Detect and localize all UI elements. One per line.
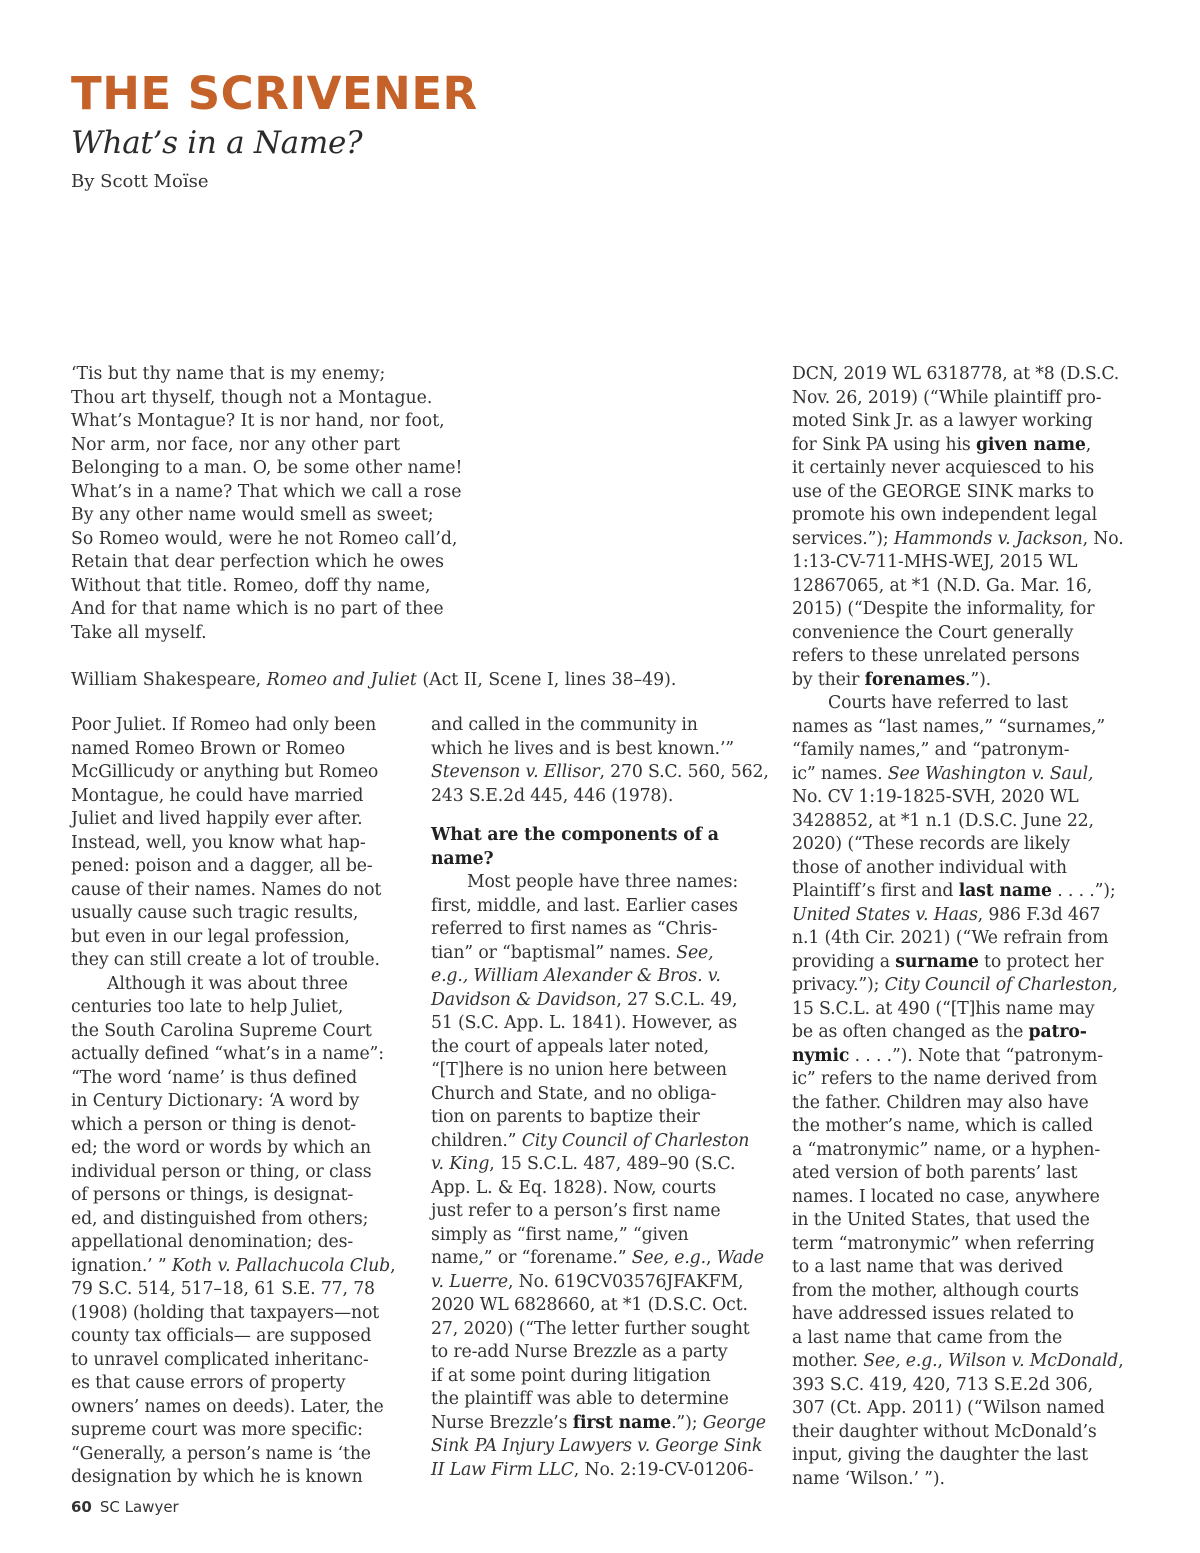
text-run: , 986 F.3d 467	[977, 904, 1101, 925]
paragraph	[431, 871, 776, 1482]
poem-line: ‘Tis but thy name that is my enemy;	[71, 364, 386, 384]
text-line: to a last name that was derived	[792, 1257, 1064, 1277]
signal: e.g.	[431, 966, 463, 986]
text-line	[431, 1435, 776, 1459]
case-name: Stevenson v. Ellisor	[431, 762, 600, 782]
case-name: City Council of Charleston	[521, 1130, 750, 1151]
heading-line: What are the components of a	[431, 825, 719, 845]
text-line: App. L. & Eq. 1828). Now, courts	[431, 1177, 717, 1198]
text-line	[792, 951, 1137, 975]
heading-line: name?	[431, 848, 494, 869]
text-run: children.”	[431, 1130, 522, 1151]
text-line	[431, 1247, 776, 1271]
text-line: convenience the Court generally	[792, 622, 1074, 643]
page-footer	[71, 1496, 179, 1518]
text-line: names. I located no case, anywhere	[792, 1186, 1100, 1207]
paragraph	[71, 714, 416, 973]
text-line: first, middle, and last. Earlier cases	[431, 895, 738, 916]
page-number: 60	[71, 1498, 92, 1516]
text-line: use of the GEORGE SINK marks to	[792, 481, 1094, 502]
publication-name: SC Lawyer	[99, 1498, 179, 1516]
paragraph	[792, 692, 1137, 1491]
text-line: ed, and distinguished from others;	[71, 1208, 369, 1229]
text-line	[431, 989, 776, 1013]
text-line	[792, 1350, 1137, 1374]
text-line: Most people have three names:	[467, 872, 738, 892]
text-line	[431, 1412, 776, 1436]
text-line: to re-add Nurse Brezzle as a party	[431, 1342, 728, 1362]
text-line: Although it was about three	[107, 973, 348, 994]
attribution-author: William Shakespeare,	[71, 670, 267, 690]
poem-line: What’s Montague? It is nor hand, nor foot,	[71, 411, 445, 431]
text-run: services.”);	[792, 528, 894, 549]
text-run: . . . .”);	[1051, 881, 1116, 901]
text-line: just refer to a person’s first name	[431, 1201, 721, 1221]
poem-line: Take all myself.	[71, 622, 207, 643]
text-run: , 270 S.C. 560, 562,	[599, 762, 769, 782]
text-line: 27, 2020) (“The letter further sought	[431, 1318, 750, 1339]
text-line: input, giving the daughter the last	[792, 1445, 1088, 1465]
text-line	[71, 1255, 416, 1279]
poem-attribution	[71, 668, 676, 692]
key-term: surname	[895, 951, 979, 972]
text-run: ,	[390, 1255, 396, 1276]
text-line: (1908) (holding that taxpayers—not	[71, 1302, 379, 1323]
text-run: , No. 619CV03576JFAKFM,	[507, 1271, 744, 1292]
text-run: tian” or “baptismal” names.	[431, 942, 677, 963]
text-line: the father. Children may also have	[792, 1092, 1089, 1113]
text-line: No. CV 1:19-1825-SVH, 2020 WL	[792, 787, 1079, 807]
poem-line: Nor arm, nor face, nor any other part	[71, 434, 401, 455]
text-line: 51 (S.C. App. L. 1841). However, as	[431, 1013, 738, 1033]
text-line: 2015) (“Despite the informality, for	[792, 599, 1095, 619]
signal: See,	[676, 942, 714, 963]
text-line: 15 S.C.L. at 490 (“[T]his name may	[792, 998, 1095, 1019]
text-line: simply as “first name,” “given	[431, 1224, 689, 1245]
case-name: , William Alexander & Bros. v.	[462, 966, 721, 986]
text-run: ,	[1085, 434, 1092, 455]
text-line	[792, 669, 1137, 693]
text-line: it certainly never acquiesced to his	[792, 458, 1095, 478]
text-line: individual person or thing, or class	[71, 1161, 372, 1182]
text-run: Plaintiff’s first and	[792, 881, 959, 901]
text-line: Poor Juliet. If Romeo had only been	[71, 715, 377, 735]
text-line: ated version of both parents’ last	[792, 1163, 1078, 1183]
text-run: .”).	[965, 669, 992, 690]
text-line: ic” refers to the name derived from	[792, 1069, 1098, 1089]
text-line: the South Carolina Supreme Court	[71, 1020, 372, 1041]
text-line: from the mother, although courts	[792, 1280, 1079, 1301]
text-line: pened: poison and a dagger, all be-	[71, 856, 373, 876]
text-line: designation by which he is known	[71, 1467, 363, 1487]
paragraph	[71, 973, 416, 1490]
body-column-1	[71, 714, 416, 1490]
text-line: actually defined “what’s in a name”:	[71, 1044, 384, 1064]
text-run: Nurse Brezzle’s	[431, 1412, 573, 1433]
text-run: to protect her	[978, 951, 1104, 972]
key-term: forenames	[864, 669, 966, 690]
text-run: , 27 S.C.L. 49,	[616, 989, 738, 1010]
text-line: name ‘Wilson.’ ”).	[792, 1468, 945, 1489]
text-line: McGillicudy or anything but Romeo	[71, 762, 379, 782]
text-run: privacy.”);	[792, 975, 885, 995]
text-line: 393 S.C. 419, 420, 713 S.E.2d 306,	[792, 1374, 1093, 1395]
text-line: a “matronymic” name, or a hyphen-	[792, 1139, 1101, 1160]
text-line: 1:13-CV-711-MHS-WEJ, 2015 WL	[792, 552, 1078, 572]
text-line: of persons or things, is designat-	[71, 1185, 354, 1205]
case-name: Sink PA Injury Lawyers v. George Sink	[431, 1436, 763, 1456]
text-run: ignation.’ ”	[71, 1255, 172, 1276]
text-line: those of another individual with	[792, 857, 1067, 878]
section-heading	[431, 824, 776, 871]
attribution-work: Romeo and Juliet	[266, 670, 417, 690]
poem-line: So Romeo would, were he not Romeo call’d,	[71, 528, 458, 549]
section-title: THE SCRIVENER	[71, 67, 478, 120]
text-line: and called in the community in	[431, 715, 698, 735]
text-line: centuries too late to help Juliet,	[71, 997, 344, 1017]
paragraph	[792, 363, 1137, 692]
text-line: “[T]here is no union here between	[431, 1060, 727, 1080]
text-line	[792, 904, 1137, 928]
text-line: Montague, he could have married	[71, 785, 364, 806]
text-run: . . . .”). Note that “patronym-	[849, 1045, 1103, 1066]
text-run: ,	[937, 1351, 949, 1371]
text-line	[792, 880, 1137, 904]
case-name: v. King	[431, 1154, 490, 1174]
text-line: in Century Dictionary: ‘A word by	[71, 1091, 360, 1111]
poem-line: Without that title. Romeo, doff thy name,	[71, 575, 431, 596]
text-line	[792, 974, 1137, 998]
text-line: 3428852, at *1 n.1 (D.S.C. June 22,	[792, 810, 1094, 831]
text-run: ,	[1118, 1351, 1124, 1371]
text-line: a last name that came from the	[792, 1327, 1063, 1348]
text-line	[792, 1021, 1137, 1045]
text-line: the court of appeals later noted,	[431, 1036, 709, 1057]
case-name: v. Luerre	[431, 1271, 508, 1292]
text-line: Church and State, and no obliga-	[431, 1083, 717, 1104]
text-line: the plaintiff was able to determine	[431, 1389, 729, 1409]
text-line	[431, 761, 776, 785]
text-line	[792, 1045, 1137, 1069]
text-line: names as “last names,” “surnames,”	[792, 716, 1106, 737]
signal: See, e.g.	[631, 1248, 706, 1268]
case-name: Hammonds v. Jackson	[893, 528, 1083, 549]
text-line: Nov. 26, 2019) (“While plaintiff pro-	[792, 387, 1102, 408]
body-column-2	[431, 714, 776, 1482]
text-line	[792, 528, 1137, 552]
byline: By Scott Moïse	[71, 171, 209, 192]
text-run: by their	[792, 669, 865, 690]
text-line: referred to first names as “Chris-	[431, 919, 718, 939]
text-line: promote his own independent legal	[792, 505, 1097, 525]
text-line: usually cause such tragic results,	[71, 903, 359, 923]
attribution-citation: (Act II, Scene I, lines 38–49).	[416, 670, 677, 690]
text-line	[792, 763, 1137, 787]
text-line	[792, 434, 1137, 458]
text-run: , No.	[1082, 528, 1124, 549]
poem-line: What’s in a name? That which we call a rose	[71, 481, 462, 502]
text-line	[431, 965, 776, 989]
text-line: county tax officials— are supposed	[71, 1326, 372, 1346]
case-name: City Council of Charleston,	[884, 975, 1118, 995]
text-line: Courts have referred to last	[828, 693, 1068, 713]
poem-line: And for that name which is no part of thee	[71, 599, 444, 619]
epigraph-poem	[71, 363, 541, 645]
case-name: II Law Firm LLC	[431, 1459, 574, 1480]
text-line	[431, 942, 776, 966]
text-line: DCN, 2019 WL 6318778, at *8 (D.S.C.	[792, 364, 1120, 384]
text-line: Instead, well, you know what hap-	[71, 832, 366, 853]
text-line: n.1 (4th Cir. 2021) (“We refrain from	[792, 928, 1109, 948]
case-name: Wilson v. McDonald	[948, 1351, 1119, 1371]
text-line: to unravel complicated inheritanc-	[71, 1349, 369, 1370]
body-column-3	[792, 363, 1137, 1491]
poem-line: By any other name would smell as sweet;	[71, 505, 434, 525]
text-line: “The word ‘name’ is thus defined	[71, 1067, 358, 1088]
text-line: Juliet and lived happily ever after.	[71, 809, 363, 829]
text-line: “family names,” and “patronym-	[792, 740, 1070, 760]
text-run: , No. 2:19-CV-01206-	[573, 1459, 754, 1480]
key-term: first name	[572, 1412, 672, 1433]
text-line	[431, 1130, 776, 1154]
text-run: providing a	[792, 951, 896, 972]
case-name: See Washington v. Saul,	[887, 763, 1094, 784]
case-name: Koth v. Pallachucola Club	[171, 1255, 391, 1276]
text-run: ,	[705, 1248, 717, 1268]
text-line: refers to these unrelated persons	[792, 646, 1080, 666]
text-line: term “matronymic” when referring	[792, 1233, 1095, 1254]
text-run: name,” or “forename.”	[431, 1248, 632, 1268]
text-line: 307 (Ct. App. 2011) (“Wilson named	[792, 1398, 1105, 1418]
poem-line: Retain that dear perfection which he owes	[71, 552, 445, 572]
text-run: , 15 S.C.L. 487, 489–90 (S.C.	[489, 1154, 736, 1174]
case-name: United States v. Haas	[792, 904, 978, 925]
text-line: 2020) (“These records are likely	[792, 834, 1071, 854]
text-run: ic” names.	[792, 763, 888, 784]
text-line: 2020 WL 6828660, at *1 (D.S.C. Oct.	[431, 1295, 748, 1315]
text-line: which he lives and is best known.’”	[431, 738, 734, 759]
case-name: Wade	[716, 1248, 764, 1268]
text-run: for Sink PA using his	[792, 434, 976, 455]
key-term: patro-	[1028, 1022, 1087, 1042]
text-line: if at some point during litigation	[431, 1365, 711, 1386]
text-line: supreme court was more specific:	[71, 1420, 363, 1440]
text-line: their daughter without McDonald’s	[792, 1421, 1097, 1442]
case-name: George	[702, 1412, 766, 1433]
text-line: tion on parents to baptize their	[431, 1107, 700, 1127]
text-line: named Romeo Brown or Romeo	[71, 738, 346, 759]
text-line: the mother’s name, which is called	[792, 1116, 1093, 1136]
text-line: moted Sink Jr. as a lawyer working	[792, 411, 1093, 431]
text-line: “Generally, a person’s name is ‘the	[71, 1443, 371, 1464]
text-line: owners’ names on deeds). Later, the	[71, 1396, 384, 1417]
key-term: nymic	[792, 1045, 850, 1066]
text-line: ed; the word or words by which an	[71, 1138, 372, 1158]
text-line	[431, 1271, 776, 1295]
text-line: which a person or thing is denot-	[71, 1114, 356, 1135]
signal: See, e.g.	[863, 1351, 938, 1371]
text-run: mother.	[792, 1351, 864, 1371]
text-line: they can still create a lot of trouble.	[71, 950, 380, 970]
text-line: 79 S.C. 514, 517–18, 61 S.E. 77, 78	[71, 1279, 375, 1299]
text-line: appellational denomination; des-	[71, 1232, 354, 1252]
text-run: .”);	[671, 1412, 703, 1433]
paragraph	[431, 714, 776, 808]
text-line	[431, 1153, 776, 1177]
text-line: have addressed issues related to	[792, 1304, 1074, 1324]
text-line: in the United States, that used the	[792, 1210, 1090, 1230]
text-line: cause of their names. Names do not	[71, 879, 382, 900]
case-name: Davidson & Davidson	[431, 989, 617, 1010]
text-run: be as often changed as the	[792, 1022, 1029, 1042]
text-line: 243 S.E.2d 445, 446 (1978).	[431, 785, 674, 806]
text-line: but even in our legal profession,	[71, 926, 350, 947]
key-term: given name	[975, 434, 1086, 455]
text-line: 12867065, at *1 (N.D. Ga. Mar. 16,	[792, 575, 1093, 596]
poem-line: Thou art thyself, though not a Montague.	[71, 387, 433, 408]
text-line: es that cause errors of property	[71, 1373, 346, 1393]
key-term: last name	[958, 881, 1052, 901]
poem-line: Belonging to a man. O, be some other name!	[71, 458, 463, 478]
article-title: What’s in a Name?	[71, 125, 363, 161]
text-line	[431, 1459, 776, 1483]
